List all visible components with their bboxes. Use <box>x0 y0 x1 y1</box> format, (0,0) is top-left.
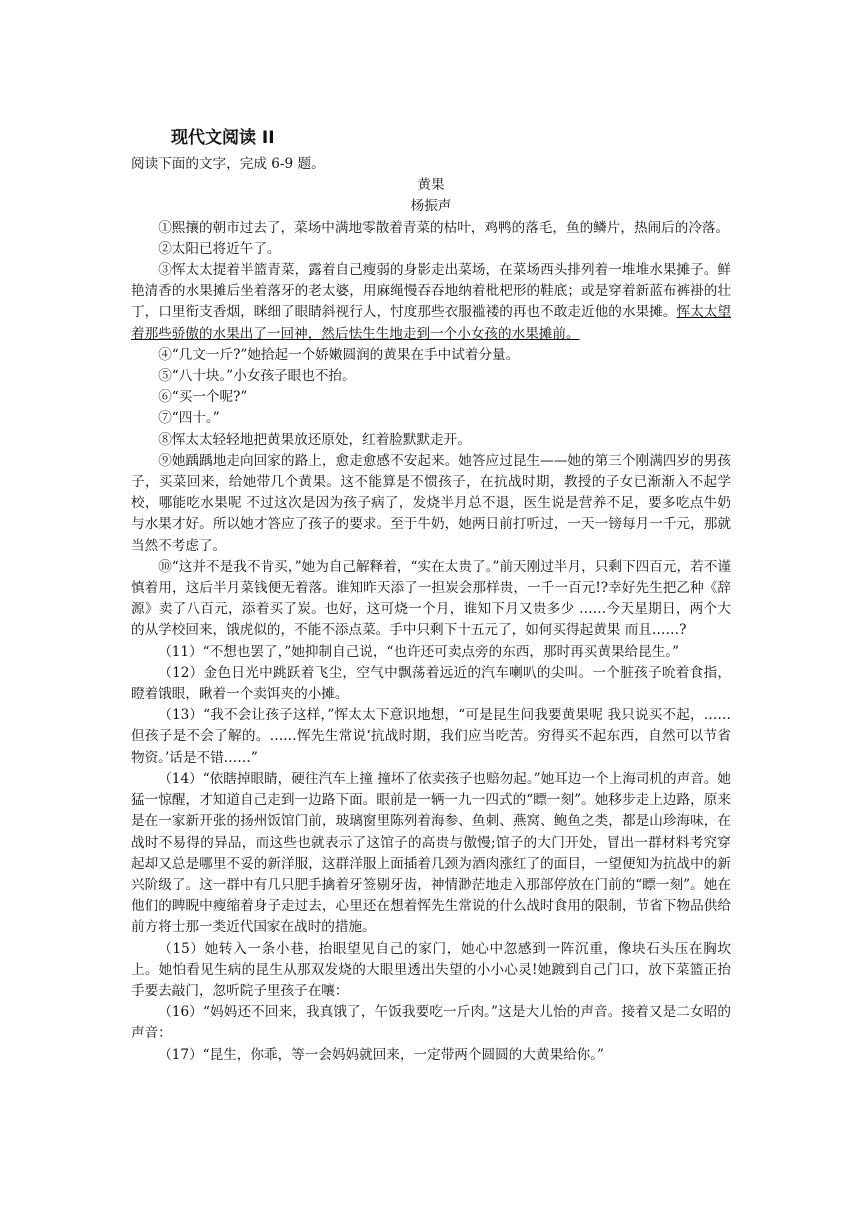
paragraph-15: （15）她转入一条小巷，抬眼望见自己的家门，她心中忽感到一阵沉重，像块石头压在胸坎上。她怕看见生病的昆生从那双发烧的大眼里透出失望的小小心灵!她踱到自己门口，放下菜篮正抬手要去敲门，忽听院子里孩子在嚷： <box>131 940 731 999</box>
paragraph-12: （12）金色日光中跳跃着飞尘，空气中飘荡着远近的汽车喇叭的尖叫。一个脏孩子吮着食指，瞪着饿眼，瞅着一个卖饵夹的小摊。 <box>131 664 731 703</box>
paragraph-10: ⑩“这并不是我不肯买，”她为自己解释着，“实在太贵了。”前天刚过半月，只剩下四百元，若不谨慎着用，这后半月菜钱便无着落。谁知昨天添了一担炭会那样贵，一千一百元!?幸好先生把乙种《辞源》卖了八百元，添着买了炭。也好，这可烧一个月，谁知下月又贵多少 ……今天星期日，两个大的从学校回来，饿虎似的，不能不添点菜。手中只剩下十五元了，如何买得起黄果 而且……? <box>131 558 731 639</box>
paragraph-16: （16）“妈妈还不回来，我真饿了，午饭我要吃一斤肉。”这是大儿怡的声音。接着又是二女昭的声音： <box>131 1004 731 1042</box>
instruction-text: 阅读下面的文字，完成 6-9 题。 <box>131 156 325 172</box>
underlined-sentence: 恽太太望着那些骄傲的水果出了一回神，然后怯生生地走到一个小女孩的水果摊前。 <box>131 304 732 342</box>
document-page <box>131 126 731 1066</box>
paragraph-3-text: ③恽太太提着半篮青菜，露着自己瘦弱的身影走出菜场，在菜场西头排列着一堆堆水果摊子。鲜艳清香的水果摊后坐着落牙的老太婆，用麻绳慢吞吞地纳着枇杷形的鞋底；或是穿着新蓝布裤褂的壮丁，口里衔支香烟，眯细了眼睛斜视行人，忖度那些衣服褴褛的再也不敢走近他的水果摊。 <box>131 262 731 321</box>
paragraph-11: （11）“不想也罢了，”她抑制自己说，“也许还可卖点旁的东西，那时再买黄果给昆生。” <box>158 643 680 660</box>
paragraph-7: ⑦“四十。” <box>158 410 220 427</box>
paragraph-14: （14）“依瞎掉眼睛，硬往汽车上撞 撞坏了依卖孩子也赔勿起。”她耳边一个上海司机的声音。她猛一惊醒，才知道自己走到一边路下面。眼前是一辆一九一四式的“瞟一刻”。她移步走上边路，原来是在一家新开张的扬州饭馆门前，玻璃窗里陈列着海参、鱼刺、燕窝、鲍鱼之类，都是山珍海味，在战时不易得的异品，而这些也就表示了这馆子的高贵与傲慢;馆子的大门开处，冒出一群材料考究穿起却又总是哪里不妥的新洋服，这群洋服上面插着几颈为酒肉涨红了的面目，一望便知为抗战中的新兴阶级了。这一群中有几只肥手擒着牙签剔牙齿，神情渺茫地走入那部停放在门前的“瞟一刻”。她在他们的睥睨中瘦缩着身子走过去，心里还在想着恽先生常说的什么战时食用的限制，节省下物品供给前方将士那一类近代国家在战时的措施。 <box>131 770 731 936</box>
paragraph-4: ④“几文一斤?”她拾起一个娇嫩圆润的黄果在手中试着分量。 <box>158 346 520 363</box>
paragraph-6: ⑥“买一个呢?” <box>158 389 248 406</box>
paragraph-8: ⑧恽太太轻轻地把黄果放还原处，红着脸默默走开。 <box>158 431 471 448</box>
article-title: 黄果 <box>417 177 445 194</box>
paragraph-13: （13）“我不会让孩子这样，”恽太太下意识地想，“可是昆生问我要黄果呢 我只说买不起，……但孩子是不会了解的。……恽先生常说‘抗战时期，我们应当吃苦。穷得买不起东西，自然可以节省物资。’话是不错……” <box>131 707 731 766</box>
paragraph-1: ①熙攘的朝市过去了，菜场中满地零散着青菜的枯叶，鸡鸭的落毛，鱼的鳞片，热闹后的冷落。 <box>158 219 730 236</box>
paragraph-9: ⑨她踽踽地走向回家的路上，愈走愈感不安起来。她答应过昆生——她的第三个刚满四岁的男孩子，买菜回来，给她带几个黄果。这不能算是不惯孩子，在抗战时期，教授的子女已渐渐入不起学校，哪能吃水果呢 不过这次是因为孩子病了，发烧半月总不退，医生说是营养不足，要多吃点牛奶与水果才好。所以她才答应了孩子的要求。至于牛奶，她两日前打听过，一天一镑每月一千元，那就当然不考虑了。 <box>131 452 731 554</box>
paragraph-3 <box>131 260 731 345</box>
article-author: 杨振声 <box>410 198 452 215</box>
section-heading: 现代文阅读 II <box>171 128 275 148</box>
paragraph-2: ②太阳已将近午了。 <box>158 240 281 257</box>
paragraph-5: ⑤“八十块。”小女孩子眼也不抬。 <box>158 368 356 385</box>
paragraph-17: （17）“昆生，你乖，等一会妈妈就回来，一定带两个圆圆的大黄果给你。” <box>158 1046 604 1063</box>
